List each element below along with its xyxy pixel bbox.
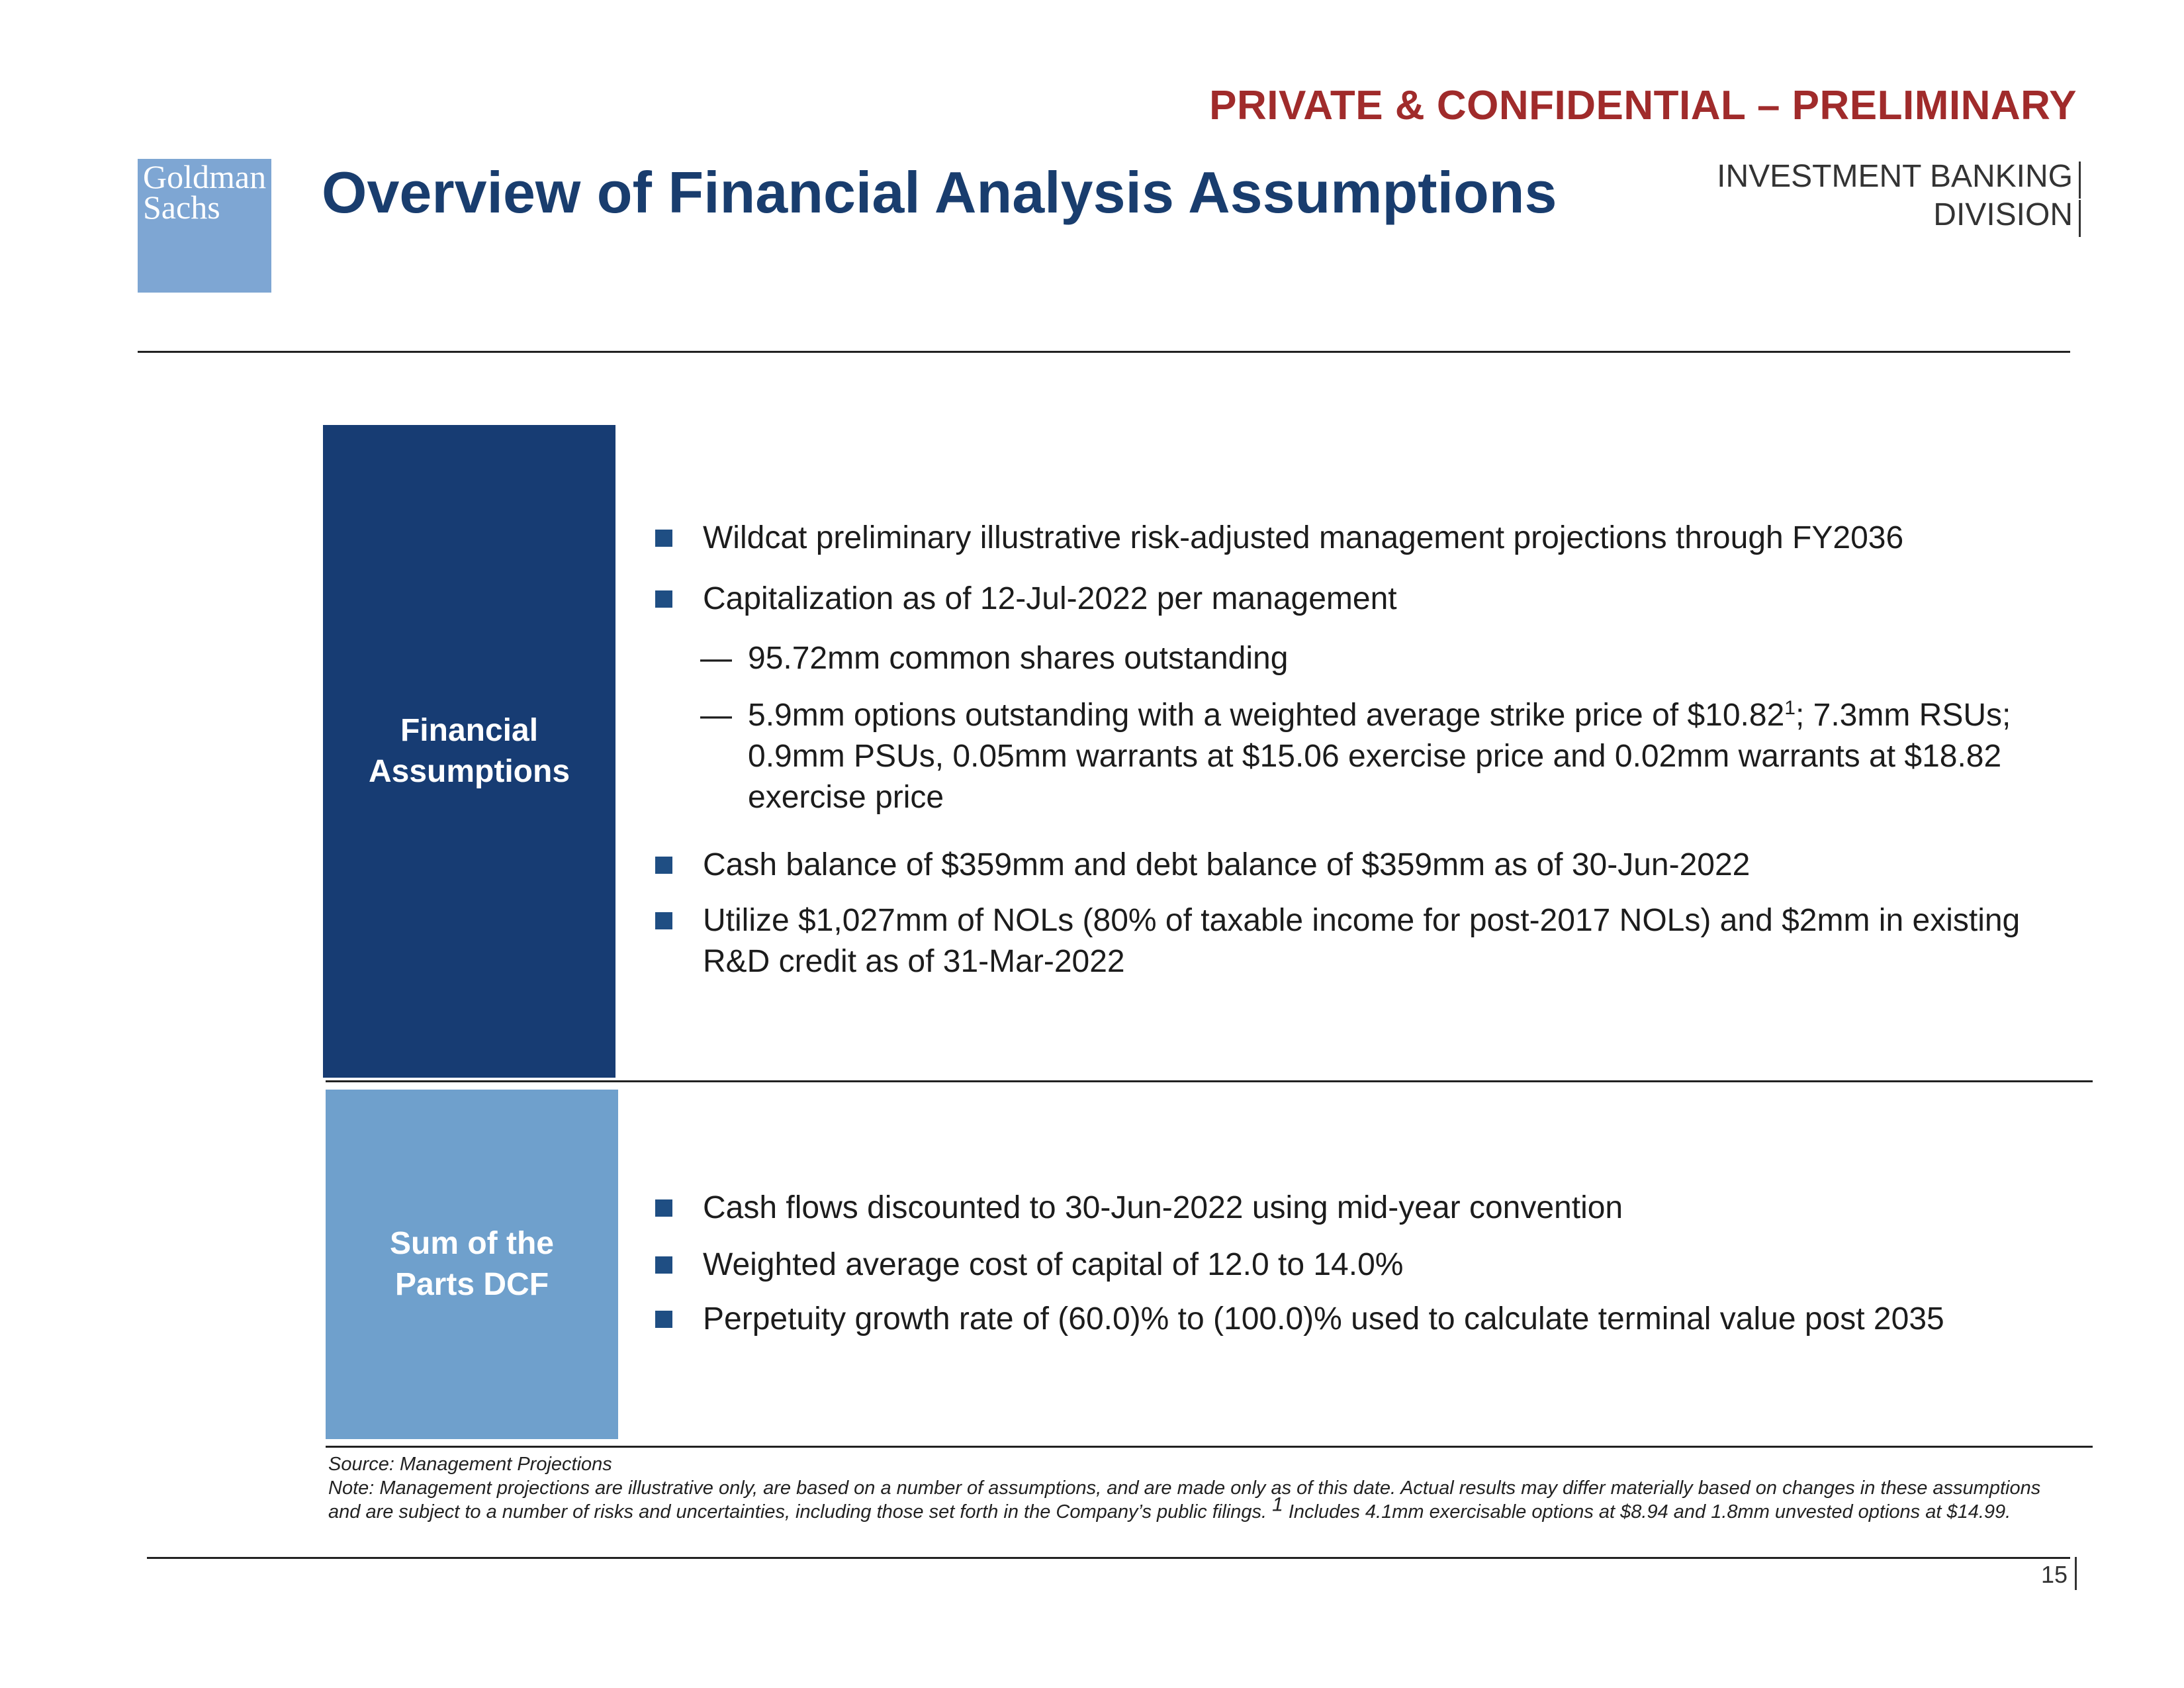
list-item: [655, 1188, 2052, 1229]
sum-of-parts-panel: [326, 1090, 618, 1439]
sum-of-parts-label: Sum of the Parts DCF: [390, 1226, 554, 1302]
list-item: [655, 900, 2052, 982]
page-title: Overview of Financial Analysis Assumptions: [322, 160, 1557, 225]
bullet-text: Weighted average cost of capital of 12.0 to 14.0%: [703, 1247, 1404, 1282]
division-label: [1676, 158, 2073, 234]
financial-assumptions-label: Financial Assumptions: [368, 713, 570, 789]
confidential-banner: PRIVATE & CONFIDENTIAL – PRELIMINARY: [1209, 83, 2077, 128]
list-item: [655, 1244, 2052, 1286]
disclaimer-note: [328, 1476, 2075, 1524]
disclaimer-text: Note: Management projections are illustrative only, are based on a number of assumptions, and are made only as of this date. Actual results may differ materially based on changes in these assumptions and are subject to a number of risks and uncertainties, including those set forth in the Company’s public filings. 1 Includes 4.1mm exercisable options at $8.94 and 1.8mm unvested options at $14.99.: [328, 1477, 2041, 1523]
bullet-square-icon: [655, 1311, 672, 1328]
footnote-marker: 1: [1784, 697, 1796, 719]
logo-text: Goldman Sachs: [143, 158, 267, 226]
division-divider: [2079, 200, 2081, 237]
dash-icon: —: [700, 641, 732, 676]
bullet-square-icon: [655, 857, 672, 874]
division-line-2: DIVISION: [1933, 197, 2073, 232]
sub-list-item: [700, 638, 2057, 679]
sub-list-item: [700, 695, 2057, 818]
list-item: [655, 518, 2052, 559]
bullet-text: Wildcat preliminary illustrative risk-adjusted management projections through FY2036: [703, 520, 1904, 555]
bullet-text: Utilize $1,027mm of NOLs (80% of taxable income for post-2017 NOLs) and $2mm in existing R&D credit as of 31-Mar-2022: [703, 903, 2021, 979]
division-divider: [2079, 162, 2081, 199]
bullet-square-icon: [655, 590, 672, 608]
sub-bullet-text: 95.72mm common shares outstanding: [748, 641, 1289, 676]
bullet-text: Capitalization as of 12-Jul-2022 per management: [703, 581, 1397, 616]
footnote-marker: 1: [1272, 1493, 1283, 1516]
financial-assumptions-panel: [323, 425, 615, 1078]
bullet-square-icon: [655, 1256, 672, 1274]
footer-rule: [147, 1557, 2070, 1559]
division-line-1: INVESTMENT BANKING: [1717, 159, 2073, 194]
bullet-square-icon: [655, 530, 672, 547]
goldman-sachs-logo: [138, 159, 271, 293]
source-note: Source: Management Projections: [328, 1454, 612, 1475]
sub-bullet-text: 5.9mm options outstanding with a weighted average strike price of $10.82$^1$; 7.3mm RSUs; 0.9mm PSUs, 0.05mm warrants at $15.06 exercise price and 0.02mm warrants at $18.82 exercise price: [748, 697, 2011, 815]
page-number-divider: [2075, 1557, 2077, 1590]
page-number: 15: [2040, 1561, 2068, 1588]
header-rule: [138, 351, 2070, 353]
bullet-square-icon: [655, 912, 672, 929]
bullet-text: Perpetuity growth rate of (60.0)% to (100.0)% used to calculate terminal value post 2035: [703, 1301, 1944, 1336]
bullet-square-icon: [655, 1199, 672, 1217]
bullet-text: Cash flows discounted to 30-Jun-2022 using mid-year convention: [703, 1190, 1623, 1225]
section-divider: [326, 1446, 2093, 1448]
dash-icon: —: [700, 698, 732, 733]
bullet-text: Cash balance of $359mm and debt balance of $359mm as of 30-Jun-2022: [703, 847, 1751, 882]
list-item: [655, 845, 2052, 886]
section-divider: [326, 1080, 2093, 1082]
list-item: [655, 1299, 2052, 1340]
list-item: [655, 579, 2052, 620]
